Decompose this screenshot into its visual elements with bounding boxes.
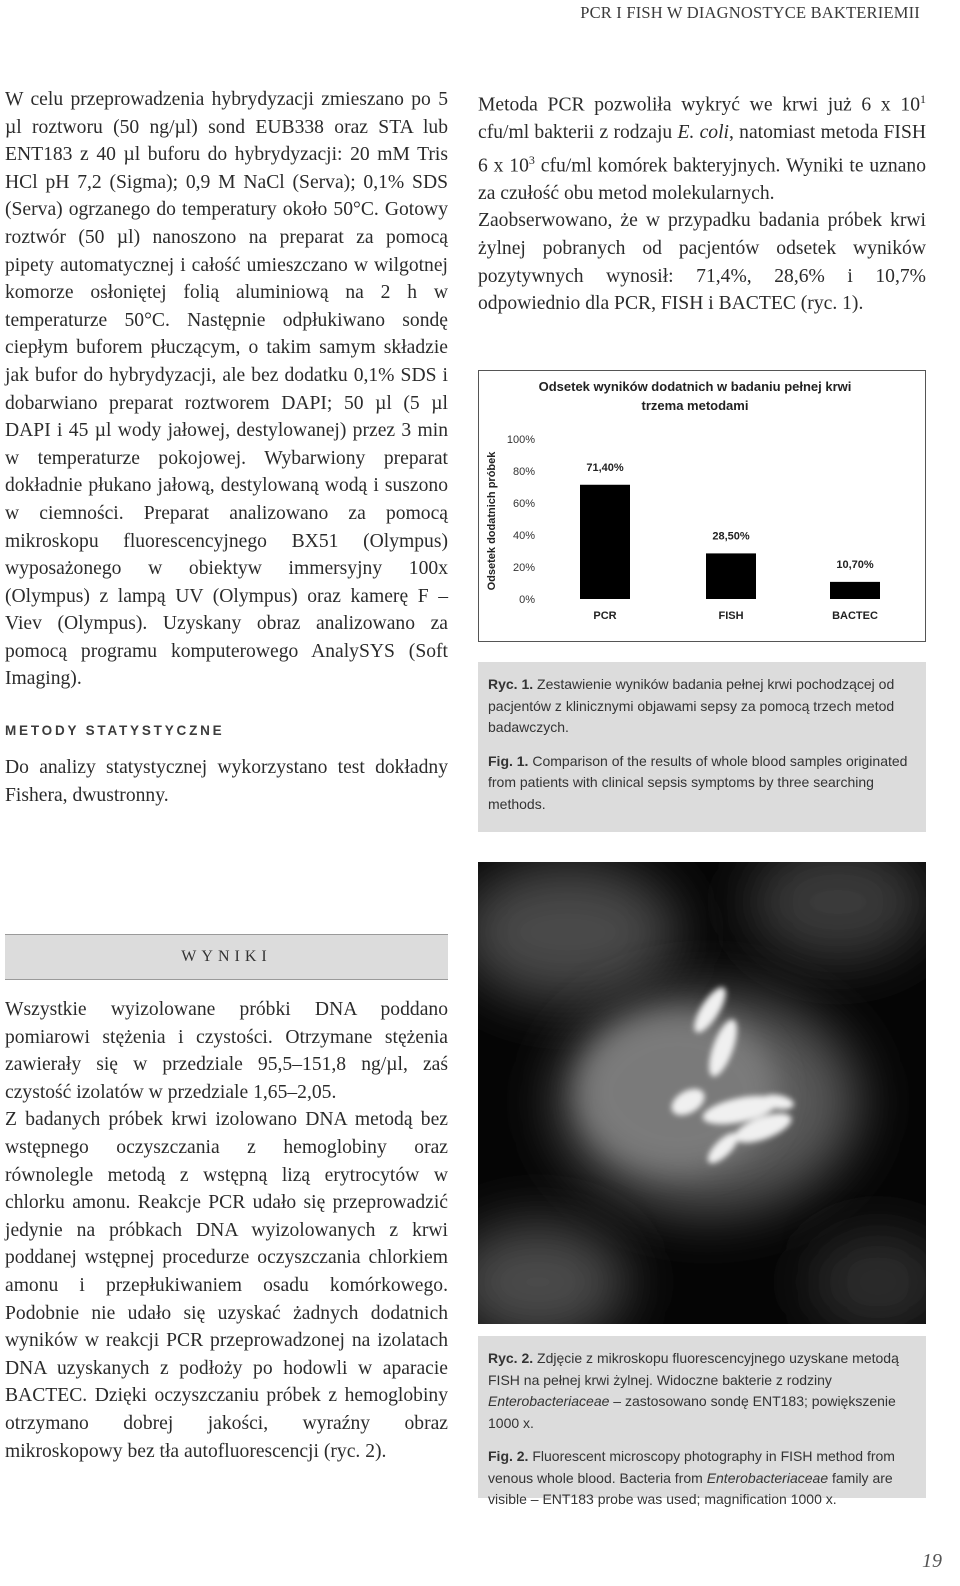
figure-1-caption [478,662,926,832]
y-tick-label: 100% [506,434,535,446]
positive-rate-paragraph: Zaobserwowano, że w przypadku badania próbek krwi żylnej pobranych od pacjentów odsetek wyników pozytywnych wynosił: 71,4%, 28,6% i 10,7% odpowiednio dla PCR, FISH i BACTEC (ryc. 1). [478,210,926,315]
y-tick-label: 20% [512,562,535,574]
chart-title-line-1: Odsetek wyników dodatnich w badaniu pełnej krwi [538,379,852,394]
figure-2-caption-pl: Ryc. 2. Zdjęcie z mikroskopu fluorescencyjnego uzyskane metodą FISH na pełnej krwi żylnej. Widoczne bakterie z rodziny Enterobacteriaceae – zastosowano sondę ENT183; powiększenie 1000 x. [488,1350,899,1431]
y-tick-label: 40% [512,530,535,542]
y-tick-label: 60% [512,498,535,510]
methods-column [5,86,448,809]
data-label: 28,50% [712,530,750,543]
figure-2-caption-en: Fig. 2. Fluorescent microscopy photography in FISH method from venous whole blood. Bacteria from Enterobacteriaceae family are visible – ENT183 probe was used; magnification 1000 x. [488,1448,895,1507]
running-head: PCR I FISH W DIAGNOSTYCE BAKTERIEMII [580,3,920,22]
bar-pcr [580,485,630,599]
results-paragraph-1: Wszystkie wyizolowane próbki DNA poddano pomiarowi stężenia i czystości. Otrzymane stężenia zawierały się w przedziale 95,5–151,8 ng/µl, zaś czystość izolatów w przedziale 1,65–2,05. [5,999,448,1103]
figure-1-chart [478,370,926,642]
page-number: 19 [922,1550,942,1572]
figure-2-microscope-photo [478,862,926,1324]
hybridization-paragraph: W celu przeprowadzenia hybrydyzacji zmieszano po 5 µl roztworu (50 ng/µl) sond EUB338 oraz STA lub ENT183 z 40 µl buforu do hybrydyzacji: 20 mM Tris HCl pH 7,2 (Sigma); 0,9 M NaCl (Serva); 0,1% SDS (Serva) ogrzanego do temperatury około 50°C. Gotowy roztwór (50 µl) nanoszono na preparat za pomocą pipety automatycznej i całość umieszczano w wilgotnej komorze osłoniętej folią aluminiową na 2 h w temperaturze 50°C. Następnie odpłukiwano sondę ciepłym buforem płuczącym, o takim samym składzie jak bufor do hybrydyzacji, ale bez dodatku 0,1% SDS i dobarwiano preparat roztworem DAPI; 50 µl (5 µl DAPI i 45 µl wody jałowej, destylowanej) przez 3 min w temperaturze pokojowej. Wybarwiony preparat dokładnie płukano jałową, destylowaną wodą i suszono w ciemności. Preparat analizowano za pomocą mikroskopu fluorescencyjnego BX51 (Olympus) wyposażonego w obiektyw immersyjny 100x (Olympus) z lampą UV (Olympus) oraz kamerę F – Viev (Olympus). Uzyskany obraz analizowano za pomocą programu komputerowego AnalySYS (Soft Imaging). [5,89,448,690]
bar-bactec [830,582,880,599]
results-text-column [478,86,926,318]
chart-y-axis-label: Odsetek dodatnich próbek [486,451,498,591]
bar-fish [706,553,756,599]
results-paragraph-2: Z badanych próbek krwi izolowano DNA metodą bez wstępnego oczyszczania z hemoglobiny oraz równolegle metodą z wstępną lizą erytrocytów w chlorku amonu. Reakcje PCR udało się przeprowadzić jedynie na próbkach DNA wyizolowanych z krwi poddanej wstępnej procedurze oczyszczania chlorkiem amonu i przepłukiwaniem osadu komórkowego. Podobnie nie udało się uzyskać żadnych dodatnich wyników w reakcji PCR przeprowadzonej na izolatach DNA uzyskanych z podłoży po hodowli w aparacie BACTEC. Dzięki oczyszczaniu próbek z hemoglobiny otrzymano dobrej jakości, wyraźny obraz mikroskopowy bez tła autofluorescencji (ryc. 2). [5,1109,448,1462]
x-category-label: PCR [593,610,617,622]
section-title-statistics: METODY STATYSTYCZNE [5,723,225,739]
data-label: 10,70% [836,558,874,571]
section-title-results: WYNIKI [5,934,448,980]
y-tick-label: 0% [519,594,535,606]
x-category-label: BACTEC [832,610,878,622]
sensitivity-paragraph: Metoda PCR pozwoliła wykryć we krwi już 6 x $10^1$ cfu/ml bakterii z rodzaju E. coli, natomiast metoda FISH 6 x $10^3$ cfu/ml komórek bakteryjnych. Wyniki te uznano za czułość obu metod molekularnych. [478,92,926,204]
figure-1-caption-pl: Ryc. 1. Zestawienie wyników badania pełnej krwi pochodzącej od pacjentów z klinicznymi objawami sepsy za pomocą trzech metod badawczych. [488,676,895,735]
data-label: 71,40% [586,461,624,474]
y-tick-label: 80% [512,466,535,478]
fluorescence-image [478,862,926,1324]
results-column [5,996,448,1465]
chart-title-line-2: trzema metodami [641,398,749,413]
figure-2-caption [478,1336,926,1507]
figure-1-caption-en: Fig. 1. Comparison of the results of whole blood samples originated from patients with clinical sepsis symptoms by three searching methods. [488,752,908,812]
bar-chart-svg [479,371,925,641]
statistics-paragraph: Do analizy statystycznej wykorzystano test dokładny Fishera, dwustronny. [5,757,448,806]
x-category-label: FISH [718,610,744,622]
